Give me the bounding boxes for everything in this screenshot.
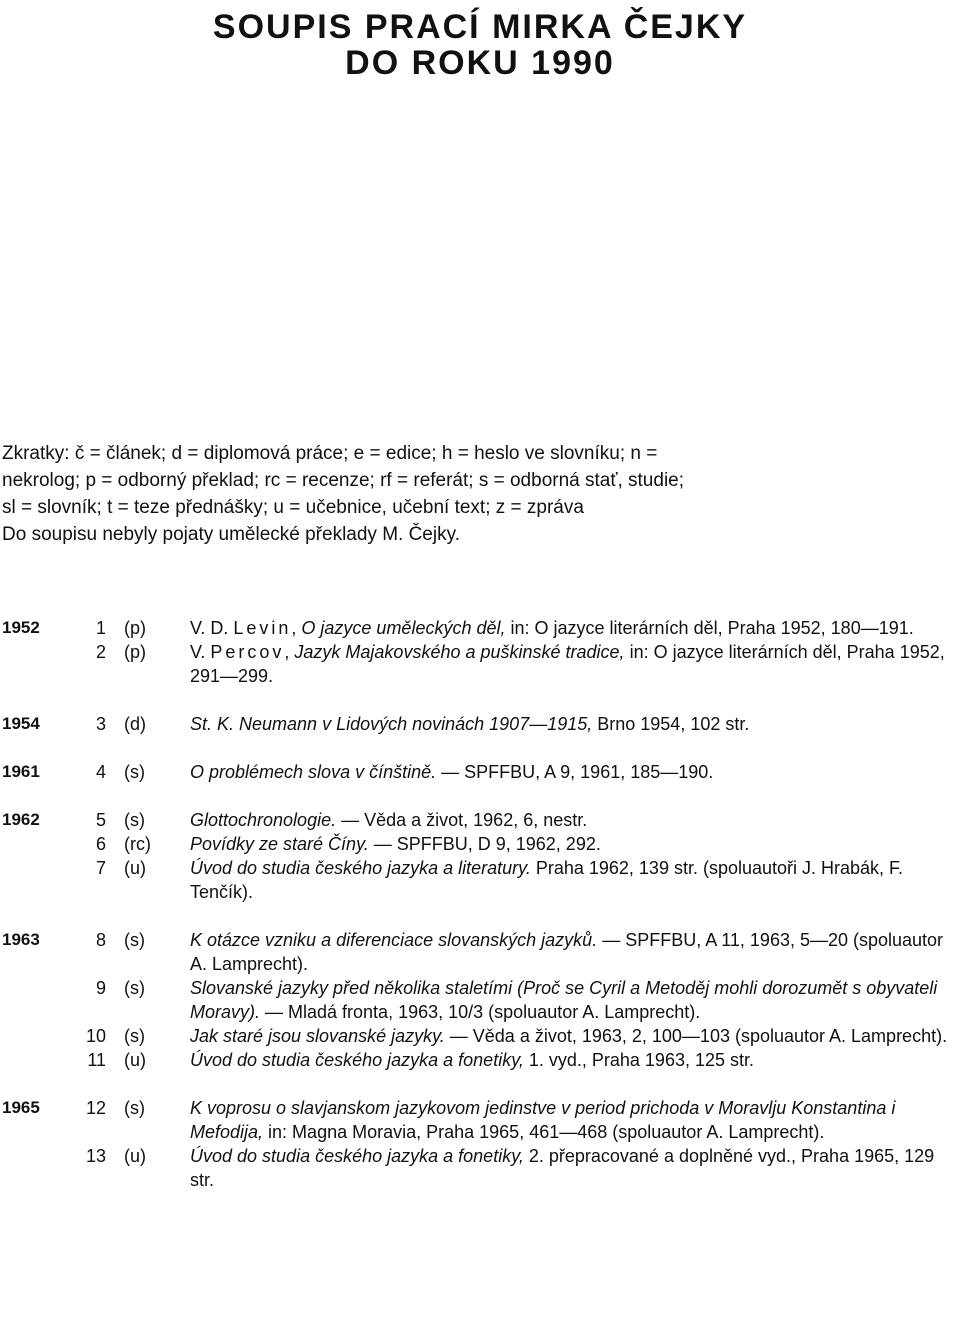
entry-details: in: O jazyce literárních děl, Praha 1952, 180—191. bbox=[505, 618, 914, 638]
bibliography-entry bbox=[0, 928, 960, 976]
year-label: 1963 bbox=[2, 930, 40, 949]
entry-type: (s) bbox=[124, 1098, 145, 1118]
entry-number: 5 bbox=[95, 810, 106, 830]
entry-title: Povídky ze staré Číny. bbox=[190, 834, 369, 854]
abbreviations-line: sl = slovník; t = teze přednášky; u = učebnice, učební text; z = zpráva bbox=[2, 497, 584, 518]
entry-type: (u) bbox=[124, 1146, 146, 1166]
year-label: 1952 bbox=[2, 618, 40, 637]
entry-text bbox=[190, 1024, 956, 1048]
entry-type: (p) bbox=[124, 618, 146, 638]
abbreviations-line: nekrolog; p = odborný překlad; rc = recenze; rf = referát; s = odborná stať, studie; bbox=[2, 470, 685, 491]
entry-details: — Mladá fronta, 1963, 10/3 (spoluautor A. Lamprecht). bbox=[260, 1002, 701, 1022]
entry-details: — SPFFBU, A 11, 1963, 5—20 (spoluautor A. Lamprecht). bbox=[190, 930, 944, 974]
year-group bbox=[0, 760, 960, 784]
entry-number: 4 bbox=[95, 762, 106, 782]
year-group bbox=[0, 1096, 960, 1192]
entry-title: K otázce vzniku a diferenciace slovanských jazyků. bbox=[190, 930, 598, 950]
entry-title: Slovanské jazyky před několika staletími (Proč se Cyril a Metoděj mohli dorozumět s obyvateli Moravy). bbox=[190, 978, 938, 1022]
entry-details: — SPFFBU, D 9, 1962, 292. bbox=[368, 834, 601, 854]
entry-author-name: Levin bbox=[233, 618, 292, 638]
bibliography-entry bbox=[0, 712, 960, 736]
entry-details: in: Magna Moravia, Praha 1965, 461—468 (spoluautor A. Lamprecht). bbox=[263, 1122, 825, 1142]
entry-details: Brno 1954, 102 str. bbox=[592, 714, 750, 734]
entry-type: (s) bbox=[124, 810, 145, 830]
bibliography-entry bbox=[0, 640, 960, 688]
bibliography-entry bbox=[0, 1144, 960, 1192]
entry-details: — SPFFBU, A 9, 1961, 185—190. bbox=[436, 762, 714, 782]
entry-title: Úvod do studia českého jazyka a fonetiky, bbox=[190, 1146, 524, 1166]
year-group bbox=[0, 928, 960, 1072]
entry-details: Praha 1962, 139 str. (spoluautoři J. Hrabák, F. Tenčík). bbox=[190, 858, 904, 902]
entry-text bbox=[190, 712, 956, 736]
entry-title: O problémech slova v čínštině. bbox=[190, 762, 437, 782]
entry-number: 8 bbox=[95, 930, 106, 950]
entry-text: V. D. Levin, O jazyce uměleckých děl, in: O jazyce literárních děl, Praha 1952, 180—191. bbox=[190, 618, 914, 638]
entry-type: (s) bbox=[124, 978, 145, 998]
entry-text: V. Percov, Jazyk Majakovského a puškinské tradice, in: O jazyce literárních děl, Praha 1952, 291—299. bbox=[190, 642, 945, 686]
page-subtitle: DO ROKU 1990 bbox=[345, 44, 615, 82]
entry-text bbox=[190, 976, 956, 1024]
entry-title: Úvod do studia českého jazyka a fonetiky, bbox=[190, 1050, 524, 1070]
year-label: 1961 bbox=[2, 762, 40, 781]
entry-number: 11 bbox=[87, 1050, 106, 1070]
entry-type: (rc) bbox=[124, 834, 151, 854]
bibliography-list bbox=[0, 616, 960, 1216]
entry-type: (d) bbox=[124, 714, 146, 734]
bibliography-entry bbox=[0, 976, 960, 1024]
abbreviations-note: Do soupisu nebyly pojaty umělecké překlady M. Čejky. bbox=[2, 524, 460, 545]
abbreviations-line: Zkratky: č = článek; d = diplomová práce; e = edice; h = heslo ve slovníku; n = bbox=[2, 443, 658, 464]
bibliography-entry bbox=[0, 856, 960, 904]
entry-number: 7 bbox=[95, 858, 106, 878]
year-label: 1954 bbox=[2, 714, 40, 733]
entry-title: Jazyk Majakovského a puškinské tradice, bbox=[294, 642, 625, 662]
entry-title: St. K. Neumann v Lidových novinách 1907—1915, bbox=[190, 714, 593, 734]
entry-number: 1 bbox=[95, 618, 106, 638]
entry-number: 2 bbox=[95, 642, 106, 662]
entry-number: 10 bbox=[85, 1026, 106, 1046]
year-group bbox=[0, 616, 960, 688]
entry-details: — Věda a život, 1963, 2, 100—103 (spoluautor A. Lamprecht). bbox=[444, 1026, 948, 1046]
entry-type: (s) bbox=[124, 762, 145, 782]
year-label: 1965 bbox=[2, 1098, 40, 1117]
entry-text bbox=[190, 832, 956, 856]
entry-type: (u) bbox=[124, 858, 146, 878]
bibliography-entry bbox=[0, 1048, 960, 1072]
entry-text bbox=[190, 1144, 956, 1192]
entry-text bbox=[190, 1096, 956, 1144]
entry-number: 6 bbox=[95, 834, 106, 854]
entry-text bbox=[190, 760, 956, 784]
entry-title: Glottochronologie. bbox=[190, 810, 337, 830]
entry-details: — Věda a život, 1962, 6, nestr. bbox=[336, 810, 588, 830]
year-group bbox=[0, 808, 960, 904]
abbreviations-block bbox=[2, 440, 958, 548]
entry-text bbox=[190, 856, 956, 904]
entry-title: Úvod do studia českého jazyka a literatury. bbox=[190, 858, 531, 878]
entry-type: (s) bbox=[124, 1026, 145, 1046]
entry-title: K voprosu o slavjanskom jazykovom jedinstve v period prichoda v Moravlju Konstantina i Mefodija, bbox=[190, 1098, 896, 1142]
bibliography-entry bbox=[0, 760, 960, 784]
entry-type: (p) bbox=[124, 642, 146, 662]
year-group bbox=[0, 712, 960, 736]
entry-number: 3 bbox=[95, 714, 106, 734]
bibliography-entry bbox=[0, 832, 960, 856]
entry-text bbox=[190, 1048, 956, 1072]
bibliography-entry bbox=[0, 1096, 960, 1144]
bibliography-entry bbox=[0, 616, 960, 640]
entry-number: 13 bbox=[85, 1146, 106, 1166]
year-label: 1962 bbox=[2, 810, 40, 829]
entry-author: V. bbox=[190, 642, 211, 662]
entry-number: 9 bbox=[95, 978, 106, 998]
entry-type: (u) bbox=[124, 1050, 146, 1070]
entry-author: V. D. bbox=[190, 618, 234, 638]
bibliography-entry bbox=[0, 1024, 960, 1048]
page-title: SOUPIS PRACÍ MIRKA ČEJKY bbox=[212, 8, 748, 46]
entry-number: 12 bbox=[85, 1098, 106, 1118]
entry-title: O jazyce uměleckých děl, bbox=[301, 618, 506, 638]
entry-type: (s) bbox=[124, 930, 145, 950]
entry-text bbox=[190, 808, 956, 832]
bibliography-entry bbox=[0, 808, 960, 832]
entry-title: Jak staré jsou slovanské jazyky. bbox=[190, 1026, 445, 1046]
entry-details: 1. vyd., Praha 1963, 125 str. bbox=[523, 1050, 755, 1070]
entry-details: 2. přepracované a doplněné vyd., Praha 1965, 129 str. bbox=[190, 1146, 935, 1190]
entry-text bbox=[190, 928, 956, 976]
entry-author-name: Percov bbox=[210, 642, 285, 662]
entry-details: in: O jazyce literárních děl, Praha 1952, 291—299. bbox=[190, 642, 945, 686]
